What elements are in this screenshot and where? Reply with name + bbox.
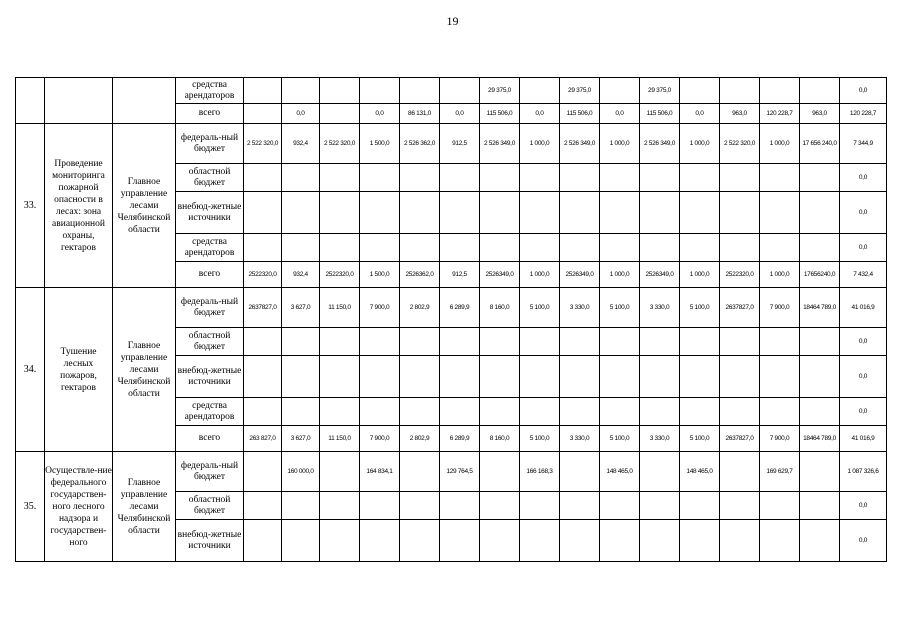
- value-cell: 0,0: [440, 104, 480, 124]
- value-cell: 5 100,0: [680, 426, 720, 452]
- value-cell: [720, 520, 760, 562]
- value-cell: [520, 192, 560, 234]
- value-cell: 932,4: [282, 262, 320, 288]
- value-cell: [360, 492, 400, 520]
- value-cell: [680, 492, 720, 520]
- source-cell: средства арендаторов: [176, 398, 244, 426]
- value-cell: [320, 192, 360, 234]
- value-cell: [520, 356, 560, 398]
- value-cell: [800, 234, 840, 262]
- value-cell: [282, 328, 320, 356]
- table-row: [16, 78, 887, 104]
- value-cell: [400, 192, 440, 234]
- value-cell: [720, 452, 760, 492]
- value-cell: 1 000,0: [600, 262, 640, 288]
- value-cell: [600, 356, 640, 398]
- value-cell: 0,0: [600, 104, 640, 124]
- value-cell: 2637827,0: [244, 288, 282, 328]
- value-cell: [282, 356, 320, 398]
- value-cell: 0,0: [840, 78, 887, 104]
- value-cell: 0,0: [840, 328, 887, 356]
- value-cell: 169 629,7: [760, 452, 800, 492]
- value-cell: 41 016,9: [840, 426, 887, 452]
- source-cell: внебюд-жетные источники: [176, 356, 244, 398]
- value-cell: 1 087 326,6: [840, 452, 887, 492]
- value-cell: 2 526 349,0: [640, 124, 680, 164]
- value-cell: 0,0: [680, 104, 720, 124]
- value-cell: [760, 164, 800, 192]
- value-cell: [480, 492, 520, 520]
- value-cell: 0,0: [282, 104, 320, 124]
- value-cell: [282, 492, 320, 520]
- value-cell: [600, 78, 640, 104]
- value-cell: [640, 452, 680, 492]
- budget-table: [15, 77, 887, 562]
- value-cell: [600, 328, 640, 356]
- value-cell: 18464 789,0: [800, 426, 840, 452]
- value-cell: [440, 234, 480, 262]
- source-cell: внебюд-жетные источники: [176, 520, 244, 562]
- value-cell: [520, 234, 560, 262]
- value-cell: [560, 356, 600, 398]
- value-cell: [400, 78, 440, 104]
- value-cell: [680, 192, 720, 234]
- value-cell: [480, 328, 520, 356]
- value-cell: 41 016,9: [840, 288, 887, 328]
- value-cell: [600, 520, 640, 562]
- value-cell: 2 522 320,0: [720, 124, 760, 164]
- value-cell: [320, 492, 360, 520]
- value-cell: [400, 452, 440, 492]
- source-cell: областной бюджет: [176, 328, 244, 356]
- source-cell: федераль-ный бюджет: [176, 124, 244, 164]
- value-cell: [440, 520, 480, 562]
- value-cell: 7 900,0: [760, 426, 800, 452]
- value-cell: [282, 164, 320, 192]
- value-cell: 5 100,0: [600, 426, 640, 452]
- value-cell: [680, 328, 720, 356]
- executor: Главное управление лесами Челябинской области: [113, 452, 176, 562]
- empty-num-cell: [16, 78, 45, 124]
- value-cell: 3 330,0: [560, 426, 600, 452]
- value-cell: [440, 78, 480, 104]
- value-cell: 5 100,0: [680, 288, 720, 328]
- value-cell: [800, 328, 840, 356]
- value-cell: [720, 164, 760, 192]
- value-cell: [282, 192, 320, 234]
- value-cell: [244, 328, 282, 356]
- value-cell: 160 000,0: [282, 452, 320, 492]
- value-cell: 963,0: [720, 104, 760, 124]
- table-row: [16, 452, 887, 492]
- value-cell: [400, 234, 440, 262]
- source-cell: всего: [176, 262, 244, 288]
- value-cell: [480, 520, 520, 562]
- value-cell: [480, 356, 520, 398]
- value-cell: [244, 492, 282, 520]
- value-cell: 2526349,0: [640, 262, 680, 288]
- value-cell: 8 160,0: [480, 288, 520, 328]
- value-cell: [680, 164, 720, 192]
- value-cell: [720, 328, 760, 356]
- value-cell: 0,0: [840, 520, 887, 562]
- value-cell: 0,0: [840, 192, 887, 234]
- value-cell: 0,0: [840, 164, 887, 192]
- value-cell: 86 131,0: [400, 104, 440, 124]
- value-cell: 1 500,0: [360, 262, 400, 288]
- value-cell: 120 228,7: [760, 104, 800, 124]
- value-cell: 120 228,7: [840, 104, 887, 124]
- value-cell: 912,5: [440, 262, 480, 288]
- value-cell: [760, 328, 800, 356]
- executor: Главное управление лесами Челябинской области: [113, 288, 176, 452]
- value-cell: [244, 104, 282, 124]
- value-cell: 166 168,3: [520, 452, 560, 492]
- value-cell: [244, 520, 282, 562]
- item-number: 34.: [16, 288, 45, 452]
- value-cell: 5 100,0: [600, 288, 640, 328]
- source-cell: областной бюджет: [176, 492, 244, 520]
- value-cell: [560, 164, 600, 192]
- value-cell: [320, 328, 360, 356]
- value-cell: [680, 520, 720, 562]
- value-cell: 1 000,0: [520, 124, 560, 164]
- value-cell: [760, 520, 800, 562]
- value-cell: 0,0: [520, 104, 560, 124]
- value-cell: [320, 164, 360, 192]
- value-cell: [244, 164, 282, 192]
- value-cell: 2526349,0: [560, 262, 600, 288]
- value-cell: 6 289,9: [440, 426, 480, 452]
- value-cell: [800, 520, 840, 562]
- value-cell: [680, 234, 720, 262]
- value-cell: 129 764,5: [440, 452, 480, 492]
- value-cell: [800, 164, 840, 192]
- value-cell: [440, 328, 480, 356]
- value-cell: 1 000,0: [520, 262, 560, 288]
- value-cell: [800, 452, 840, 492]
- value-cell: [520, 78, 560, 104]
- value-cell: [520, 164, 560, 192]
- value-cell: [440, 398, 480, 426]
- value-cell: 3 330,0: [640, 426, 680, 452]
- value-cell: 115 506,0: [640, 104, 680, 124]
- value-cell: [560, 398, 600, 426]
- value-cell: [640, 398, 680, 426]
- value-cell: [360, 520, 400, 562]
- source-cell: федераль-ный бюджет: [176, 452, 244, 492]
- value-cell: [720, 356, 760, 398]
- value-cell: 7 900,0: [760, 288, 800, 328]
- value-cell: 6 289,9: [440, 288, 480, 328]
- value-cell: [600, 192, 640, 234]
- value-cell: 0,0: [840, 234, 887, 262]
- value-cell: 148 465,0: [680, 452, 720, 492]
- value-cell: 5 100,0: [520, 426, 560, 452]
- value-cell: 2 526 349,0: [560, 124, 600, 164]
- value-cell: [360, 398, 400, 426]
- value-cell: 1 000,0: [680, 262, 720, 288]
- source-cell: средства арендаторов: [176, 234, 244, 262]
- value-cell: [320, 356, 360, 398]
- value-cell: 115 506,0: [480, 104, 520, 124]
- value-cell: [282, 520, 320, 562]
- value-cell: [244, 234, 282, 262]
- value-cell: [320, 78, 360, 104]
- value-cell: [600, 234, 640, 262]
- value-cell: 932,4: [282, 124, 320, 164]
- value-cell: [360, 78, 400, 104]
- empty-name-cell: [45, 78, 113, 124]
- value-cell: 29 375,0: [640, 78, 680, 104]
- empty-executor-cell: [113, 78, 176, 124]
- value-cell: 912,5: [440, 124, 480, 164]
- value-cell: 2526362,0: [400, 262, 440, 288]
- source-cell: средства арендаторов: [176, 78, 244, 104]
- value-cell: [800, 192, 840, 234]
- value-cell: [400, 520, 440, 562]
- value-cell: [480, 398, 520, 426]
- value-cell: 29 375,0: [560, 78, 600, 104]
- value-cell: [760, 192, 800, 234]
- value-cell: [440, 164, 480, 192]
- value-cell: 0,0: [360, 104, 400, 124]
- value-cell: [720, 78, 760, 104]
- value-cell: [560, 234, 600, 262]
- value-cell: [760, 398, 800, 426]
- value-cell: [600, 398, 640, 426]
- value-cell: 3 330,0: [640, 288, 680, 328]
- table-row: [16, 288, 887, 328]
- value-cell: [360, 192, 400, 234]
- value-cell: 17 656 240,0: [800, 124, 840, 164]
- value-cell: 164 834,1: [360, 452, 400, 492]
- value-cell: [640, 164, 680, 192]
- item-name: Осуществле-ние федерального государствен-ного лесного надзора и государствен-ного: [45, 452, 113, 562]
- value-cell: [400, 398, 440, 426]
- value-cell: 2526349,0: [480, 262, 520, 288]
- value-cell: [600, 492, 640, 520]
- value-cell: 263 827,0: [244, 426, 282, 452]
- item-number: 35.: [16, 452, 45, 562]
- value-cell: [640, 234, 680, 262]
- value-cell: 11 150,0: [320, 288, 360, 328]
- value-cell: 11 150,0: [320, 426, 360, 452]
- value-cell: [320, 234, 360, 262]
- value-cell: [480, 452, 520, 492]
- value-cell: [720, 192, 760, 234]
- source-cell: всего: [176, 426, 244, 452]
- value-cell: 2 526 349,0: [480, 124, 520, 164]
- value-cell: [360, 234, 400, 262]
- item-number: 33.: [16, 124, 45, 288]
- value-cell: [440, 356, 480, 398]
- value-cell: [400, 356, 440, 398]
- value-cell: [320, 520, 360, 562]
- value-cell: 2 526 362,0: [400, 124, 440, 164]
- value-cell: [520, 328, 560, 356]
- value-cell: [680, 398, 720, 426]
- value-cell: 1 000,0: [600, 124, 640, 164]
- value-cell: [600, 164, 640, 192]
- value-cell: [640, 328, 680, 356]
- value-cell: [800, 492, 840, 520]
- value-cell: 2 802,9: [400, 426, 440, 452]
- source-cell: внебюд-жетные источники: [176, 192, 244, 234]
- value-cell: 148 465,0: [600, 452, 640, 492]
- value-cell: 0,0: [840, 492, 887, 520]
- value-cell: [244, 192, 282, 234]
- value-cell: [640, 492, 680, 520]
- executor: Главное управление лесами Челябинской области: [113, 124, 176, 288]
- value-cell: [800, 356, 840, 398]
- value-cell: [244, 398, 282, 426]
- value-cell: 5 100,0: [520, 288, 560, 328]
- value-cell: [520, 520, 560, 562]
- value-cell: 2637827,0: [720, 426, 760, 452]
- value-cell: [520, 492, 560, 520]
- value-cell: [760, 492, 800, 520]
- value-cell: 7 432,4: [840, 262, 887, 288]
- value-cell: [560, 492, 600, 520]
- value-cell: [720, 398, 760, 426]
- value-cell: [480, 164, 520, 192]
- value-cell: [282, 78, 320, 104]
- value-cell: 29 375,0: [480, 78, 520, 104]
- value-cell: [480, 192, 520, 234]
- value-cell: [400, 164, 440, 192]
- value-cell: 0,0: [840, 398, 887, 426]
- value-cell: [680, 78, 720, 104]
- value-cell: 3 627,0: [282, 288, 320, 328]
- value-cell: 3 627,0: [282, 426, 320, 452]
- value-cell: [244, 78, 282, 104]
- value-cell: 2 522 320,0: [320, 124, 360, 164]
- value-cell: 2522320,0: [320, 262, 360, 288]
- value-cell: [640, 520, 680, 562]
- value-cell: [480, 234, 520, 262]
- value-cell: 1 000,0: [680, 124, 720, 164]
- value-cell: [640, 192, 680, 234]
- value-cell: [800, 398, 840, 426]
- value-cell: [400, 328, 440, 356]
- value-cell: [244, 356, 282, 398]
- value-cell: [560, 328, 600, 356]
- source-cell: федераль-ный бюджет: [176, 288, 244, 328]
- value-cell: 2522320,0: [720, 262, 760, 288]
- value-cell: [440, 492, 480, 520]
- value-cell: 7 900,0: [360, 426, 400, 452]
- value-cell: [720, 492, 760, 520]
- value-cell: 1 000,0: [760, 262, 800, 288]
- value-cell: [320, 398, 360, 426]
- value-cell: 1 500,0: [360, 124, 400, 164]
- value-cell: 7 344,9: [840, 124, 887, 164]
- item-name: Тушение лесных пожаров, гектаров: [45, 288, 113, 452]
- value-cell: [400, 492, 440, 520]
- value-cell: [360, 356, 400, 398]
- value-cell: [282, 398, 320, 426]
- value-cell: [560, 192, 600, 234]
- value-cell: [680, 356, 720, 398]
- source-cell: всего: [176, 104, 244, 124]
- value-cell: 2 522 320,0: [244, 124, 282, 164]
- value-cell: 7 900,0: [360, 288, 400, 328]
- value-cell: 3 330,0: [560, 288, 600, 328]
- item-name: Проведение мониторинга пожарной опасности в лесах: зона авиационной охраны, гектаров: [45, 124, 113, 288]
- value-cell: [244, 452, 282, 492]
- value-cell: [360, 164, 400, 192]
- value-cell: [320, 104, 360, 124]
- value-cell: [560, 452, 600, 492]
- value-cell: 8 160,0: [480, 426, 520, 452]
- value-cell: 18464 789,0: [800, 288, 840, 328]
- page-number: 19: [446, 14, 459, 28]
- value-cell: 2522320,0: [244, 262, 282, 288]
- value-cell: 1 000,0: [760, 124, 800, 164]
- value-cell: [440, 192, 480, 234]
- value-cell: [282, 234, 320, 262]
- value-cell: [560, 520, 600, 562]
- value-cell: [320, 452, 360, 492]
- value-cell: [520, 398, 560, 426]
- source-cell: областной бюджет: [176, 164, 244, 192]
- value-cell: 2637827,0: [720, 288, 760, 328]
- value-cell: [760, 356, 800, 398]
- value-cell: [800, 78, 840, 104]
- value-cell: [640, 356, 680, 398]
- value-cell: [720, 234, 760, 262]
- value-cell: [760, 78, 800, 104]
- value-cell: 963,0: [800, 104, 840, 124]
- value-cell: [360, 328, 400, 356]
- table-row: [16, 124, 887, 164]
- value-cell: [760, 234, 800, 262]
- value-cell: 0,0: [840, 356, 887, 398]
- value-cell: 2 802,9: [400, 288, 440, 328]
- value-cell: 115 506,0: [560, 104, 600, 124]
- value-cell: 17656240,0: [800, 262, 840, 288]
